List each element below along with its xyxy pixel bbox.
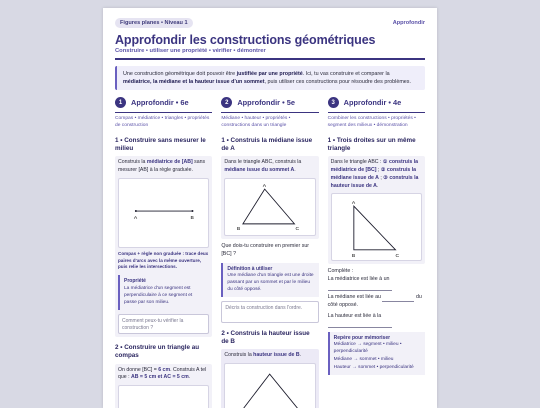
page-title: Approfondir les constructions géométriques <box>115 33 376 47</box>
instruction-bold: AB = 5 cm et AC = 5 cm <box>130 374 189 381</box>
definition-text: Une médiane d'un triangle est une droite passant par un sommet et par le milieu du côté opposé. <box>227 272 314 292</box>
instruction-text: Construis la <box>118 159 147 166</box>
top-bar <box>115 18 425 28</box>
exercise-title: 1 • Construis la médiane issue de A <box>221 136 313 153</box>
fill-text: La médiane est liée au <box>327 294 381 301</box>
column-title: Approfondir • 4e <box>343 98 402 108</box>
brand-label: Approfondir <box>392 20 425 26</box>
intro-text: . Ici, tu vas construire et comparer la <box>302 71 390 77</box>
question-text: Que dois-tu construire en premier sur [BC] ? <box>221 242 310 257</box>
level-columns <box>115 97 425 408</box>
intro-bold: justifiée par une propriété <box>236 71 303 77</box>
fill-in-1 <box>328 276 425 284</box>
definition-box <box>221 263 318 297</box>
column-title: Approfondir • 5e <box>237 98 295 108</box>
fill-in-2 <box>328 294 425 310</box>
memo-heading: Repère pour mémoriser <box>333 335 391 342</box>
fill-text: du côté <box>327 294 422 309</box>
column-divider <box>328 112 425 113</box>
exercise-title: 2 • Construire un triangle au compas <box>115 344 200 360</box>
instruction-text: Dans le triangle ABC, construis la <box>224 159 302 166</box>
page-subtitle: Construire • utiliser une propriété • vérifier • démontrer <box>115 48 266 54</box>
point-b-label: B <box>190 215 194 221</box>
triangle-abc-drawing <box>225 179 314 235</box>
fill-text: La hauteur est liée à la <box>327 313 382 320</box>
definition-heading: Définition à utiliser <box>227 265 273 272</box>
column-tags: Compas • médiatrice • triangles • propriétés de construction <box>115 116 210 129</box>
point-a-label: A <box>263 184 267 190</box>
point-a-label: A <box>133 215 138 221</box>
triangle-drawing <box>225 364 314 408</box>
property-text: La médiatrice d'un segment est perpendiculaire à ce segment et passe par son milieu. <box>124 286 193 306</box>
exercise-instruction <box>221 349 318 408</box>
intro-text: , puis utiliser ces constructions pour résoudre des problèmes. <box>264 79 412 86</box>
fill-blank[interactable] <box>328 284 392 291</box>
instruction-text: ; <box>378 174 384 181</box>
point-b-label: B <box>351 254 355 260</box>
instruction-text: sans mesurer [AB] à la règle graduée. <box>118 159 206 174</box>
point-b-label: B <box>237 226 241 232</box>
instruction-bold: ② construis la médiane issue de A <box>330 167 417 181</box>
intro-bold: médiatrice, la médiane et la hauteur issue d'un sommet <box>123 79 265 86</box>
column-divider <box>221 112 318 113</box>
instruction-text: . <box>294 167 296 174</box>
column-4e <box>328 97 425 408</box>
instruction-text: Construis la <box>224 351 254 358</box>
answer-field[interactable]: Comment peux-tu vérifier la construction ? <box>118 314 209 334</box>
fill-in-3 <box>328 313 425 321</box>
instruction-text: Dans le triangle ABC : <box>330 159 383 166</box>
triangle-figure-2[interactable] <box>224 363 315 408</box>
memo-box <box>328 332 425 375</box>
instruction-text: . Construis A tel que : <box>118 366 207 381</box>
instruction-bold: médiatrice de [AB] <box>146 159 193 166</box>
instruction-text: . <box>188 374 191 381</box>
column-6e <box>115 97 212 408</box>
point-c-label: C <box>295 226 300 232</box>
column-tags: Médiane • hauteur • propriétés • constructions dans un triangle <box>221 116 291 129</box>
instruction-bold: ③ construis la hauteur issue de A <box>330 174 419 189</box>
triangle-abc-drawing <box>332 194 421 260</box>
column-title: Approfondir • 6e <box>131 98 189 108</box>
instruction-bold: 6 cm <box>158 366 171 373</box>
intro-text: Une construction géométrique doit pouvoir être <box>123 71 237 77</box>
memo-line: Hauteur → sommet • perpendicularité <box>333 365 414 371</box>
exercise-instruction <box>115 156 212 337</box>
fill-blank[interactable] <box>382 296 414 302</box>
instruction-text: . <box>376 182 379 189</box>
level-badge: Figures planes • Niveau 1 <box>115 18 193 28</box>
intro-box <box>115 66 425 90</box>
instruction-text: ; <box>376 167 381 174</box>
column-number: 3 <box>328 97 339 108</box>
property-heading: Propriété <box>124 277 146 284</box>
property-box <box>118 275 209 310</box>
segment-ab-drawing <box>119 179 208 247</box>
point-a-label: A <box>351 201 355 207</box>
column-tags: Combiner les constructions • propriétés • segment des milieux • démonstration <box>327 116 416 129</box>
memo-line: Médiatrice → segment • milieu • perpendicularité <box>333 342 402 355</box>
exercise-instruction <box>221 156 318 239</box>
fill-text: La médiatrice est liée à un <box>327 276 390 283</box>
column-divider <box>115 112 212 113</box>
instruction-text: . <box>299 351 302 358</box>
instruction-bold: médiane issue du sommet A <box>224 167 295 174</box>
exercise-title: 2 • Construis la hauteur issue de B <box>221 329 310 345</box>
triangle-figure[interactable] <box>331 193 422 261</box>
instruction-text: On donne [BC] = <box>118 366 159 373</box>
segment-figure[interactable] <box>118 178 209 248</box>
triangle-figure[interactable] <box>224 178 315 236</box>
instruction-bold: ① construis la médiatrice de [BC] <box>330 159 419 174</box>
title-divider <box>115 58 425 60</box>
point-c-label: C <box>395 254 399 260</box>
column-header <box>328 97 425 108</box>
column-number: 2 <box>221 97 232 108</box>
exercise-instruction <box>115 364 212 408</box>
column-number: 1 <box>115 97 126 108</box>
method-note: Compas + règle non graduée : trace deux paires d'arcs avec la même ouverture, puis relie les intersections. <box>118 250 209 270</box>
exercise-title: 1 • Construire sans mesurer le milieu <box>115 136 206 153</box>
exercise-title: 1 • Trois droites sur un même triangle <box>327 136 416 153</box>
column-5e <box>221 97 318 408</box>
instruction-bold: hauteur issue de B <box>253 351 300 358</box>
column-header <box>221 97 318 108</box>
memo-line: Médiane → sommet • milieu <box>333 357 394 363</box>
column-header <box>115 97 212 108</box>
fill-blank[interactable] <box>328 321 392 328</box>
worksheet-page <box>103 8 437 408</box>
exercise-instruction <box>328 156 425 264</box>
complete-label: Complète : <box>327 268 354 275</box>
fill-text: opposé. <box>339 302 359 309</box>
answer-field[interactable]: Décris ta construction dans l'ordre. <box>221 301 318 323</box>
